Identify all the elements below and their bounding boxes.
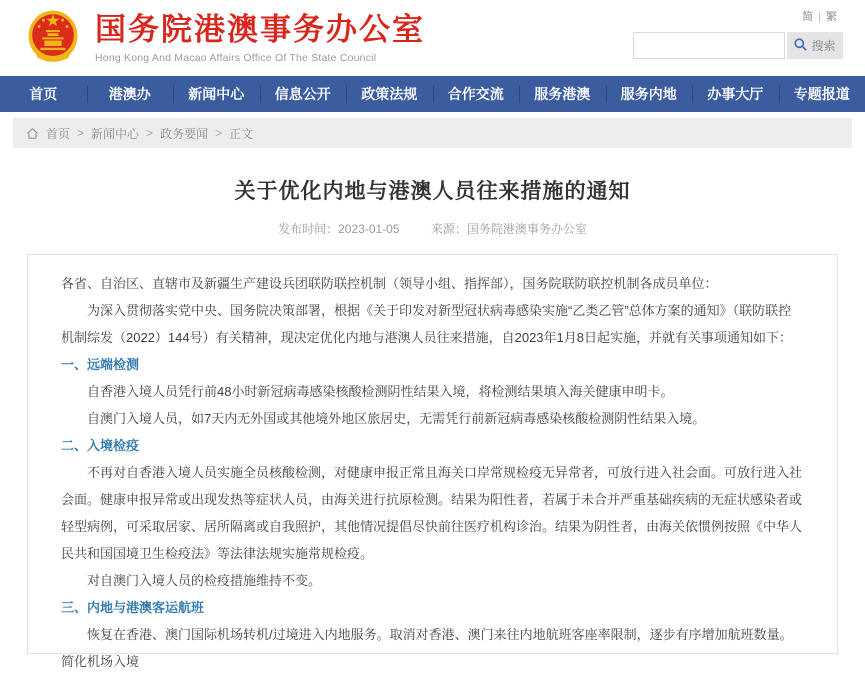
breadcrumb <box>13 118 852 148</box>
search-icon <box>794 38 807 54</box>
salutation-paragraph: 各省、自治区、直辖市及新疆生产建设兵团联防联控机制（领导小组、指挥部），国务院联防联控机制各成员单位： <box>61 270 804 297</box>
nav-item-policy[interactable]: 政策法规 <box>346 76 433 112</box>
search-bar <box>633 32 843 59</box>
paragraph: 自澳门入境人员，如7天内无外国或其他境外地区旅居史，无需凭行前新冠病毒感染核酸检测阴性结果入境。 <box>61 405 804 432</box>
section-heading-2: 二、入境检疫 <box>61 432 804 459</box>
paragraph: 不再对自香港入境人员实施全员核酸检测，对健康申报正常且海关口岸常规检疫无异常者，可放行进入社会面。可放行进入社会面。健康申报异常或出现发热等症状人员，由海关进行抗原检测。结果为阳性者，若属于未合并严重基础疾病的无症状感染者或轻型病例，可采取居家、居所隔离或自我照护，其他情况提倡尽快前往医疗机构诊治。结果为阴性者，由海关依惯例按照《中华人民共和国国境卫生检疫法》等法律法规实施常规检疫。 <box>61 459 804 567</box>
nav-item-exchange[interactable]: 合作交流 <box>433 76 520 112</box>
nav-item-special-report[interactable]: 专题报道 <box>779 76 865 112</box>
article-body <box>27 254 838 654</box>
nav-item-service-hall[interactable]: 办事大厅 <box>692 76 779 112</box>
nav-item-serve-hkmo[interactable]: 服务港澳 <box>519 76 606 112</box>
breadcrumb-current: 正文 <box>229 125 253 142</box>
home-icon <box>26 127 39 140</box>
source-label: 来源： <box>431 222 467 236</box>
site-brand[interactable] <box>24 7 425 70</box>
site-subtitle: Hong Kong And Macao Affairs Office Of The State Council <box>95 52 425 64</box>
paragraph: 对自澳门入境人员的检疫措施维持不变。 <box>61 567 804 594</box>
main-nav <box>0 76 865 112</box>
publish-date: 2023-01-05 <box>338 222 399 236</box>
breadcrumb-separator: > <box>146 126 153 140</box>
article-meta <box>0 220 865 237</box>
nav-item-info[interactable]: 信息公开 <box>260 76 347 112</box>
breadcrumb-separator: > <box>77 126 84 140</box>
article-title: 关于优化内地与港澳人员往来措施的通知 <box>40 175 825 205</box>
publish-time <box>278 222 399 236</box>
nav-item-news[interactable]: 新闻中心 <box>173 76 260 112</box>
language-toggle <box>633 8 837 24</box>
nav-item-home[interactable]: 首页 <box>0 76 87 112</box>
search-input[interactable] <box>633 32 785 59</box>
source-name: 国务院港澳事务办公室 <box>467 222 587 236</box>
brand-text <box>95 13 425 64</box>
header-right <box>633 6 843 59</box>
search-button-label: 搜索 <box>811 37 835 54</box>
lang-divider: | <box>818 11 821 23</box>
national-emblem-icon <box>24 7 82 70</box>
site-header <box>0 0 865 76</box>
article-source <box>431 222 587 236</box>
intro-paragraph: 为深入贯彻落实党中央、国务院决策部署，根据《关于印发对新型冠状病毒感染实施“乙类乙管”总体方案的通知》（联防联控机制综发（2022）144号）有关精神，现决定优化内地与港澳人员往来措施，自2023年1月8日起实施，并就有关事项通知如下： <box>61 297 804 351</box>
publish-label: 发布时间： <box>278 222 338 236</box>
lang-simplified[interactable]: 简 <box>802 11 813 23</box>
nav-item-hmo[interactable]: 港澳办 <box>87 76 174 112</box>
section-heading-1: 一、远端检测 <box>61 351 804 378</box>
site-title: 国务院港澳事务办公室 <box>95 13 425 47</box>
lang-traditional[interactable]: 繁 <box>826 11 837 23</box>
paragraph: 恢复在香港、澳门国际机场转机/过境进入内地服务。取消对香港、澳门来往内地航班客座率限制，逐步有序增加航班数量。简化机场入境 <box>61 621 804 675</box>
paragraph: 自香港入境人员凭行前48小时新冠病毒感染核酸检测阴性结果入境，将检测结果填入海关健康申明卡。 <box>61 378 804 405</box>
breadcrumb-news[interactable]: 新闻中心 <box>91 125 139 142</box>
breadcrumb-separator: > <box>215 126 222 140</box>
nav-item-serve-mainland[interactable]: 服务内地 <box>606 76 693 112</box>
search-button[interactable] <box>787 32 843 59</box>
breadcrumb-home[interactable]: 首页 <box>46 125 70 142</box>
breadcrumb-gov-news[interactable]: 政务要闻 <box>160 125 208 142</box>
section-heading-3: 三、内地与港澳客运航班 <box>61 594 804 621</box>
